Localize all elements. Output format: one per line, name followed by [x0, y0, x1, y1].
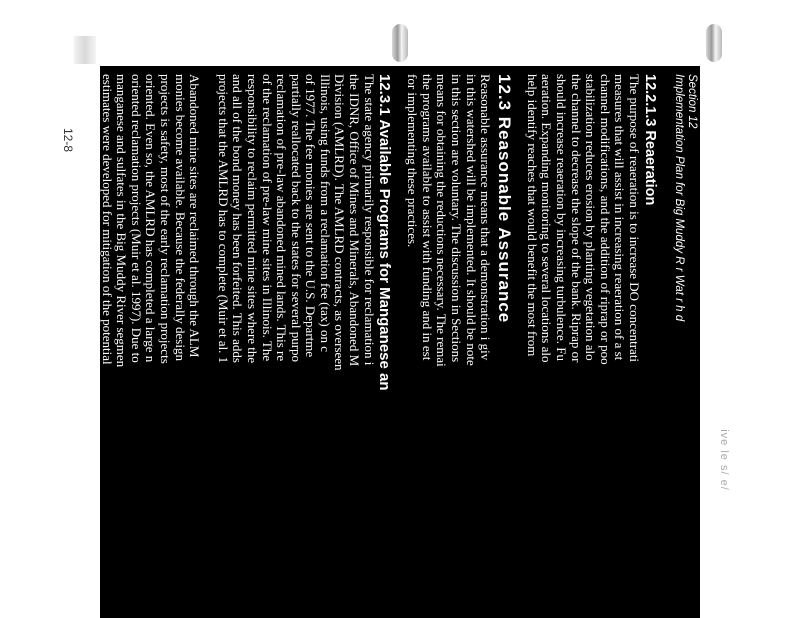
heading-reasonable-assurance: 12.3 Reasonable Assurance — [495, 74, 515, 324]
assurance-paragraph — [405, 74, 493, 618]
text-line: in this section are voluntary. The discussion in Sections — [449, 74, 465, 363]
text-line: The state agency primarily responsible for reclamation i — [361, 74, 377, 366]
text-line: responsibility to reclaim permitted mine sites where the — [244, 74, 260, 364]
heading-available-programs: 12.3.1 Available Programs for Manganese an — [375, 74, 393, 391]
binder-hole — [706, 24, 722, 62]
text-line: projects is safety, most of the early reclamation projects — [157, 74, 173, 364]
scan-mark — [74, 36, 96, 64]
text-line: oriented reclamation projects (Muir et al. 1997). Due to — [128, 74, 144, 363]
heading-reaeration: 12.2.1.3 Reaeration — [642, 74, 658, 206]
text-line: the channel to decrease the slope of the bank. Riprap or — [568, 74, 584, 363]
text-line: The purpose of reaeration is to increase DO concentrati — [627, 74, 642, 363]
text-line: Reasonable assurance means that a demonstration i giv — [478, 74, 494, 361]
text-line: the IDNR, Office of Mines and Minerals, Abandoned M — [347, 74, 363, 367]
text-line: of the reclamation of pre-law mine sites in Illinois. The — [259, 74, 275, 362]
text-line: for implementing these practices. — [405, 74, 421, 248]
rotated-text-block — [100, 66, 700, 618]
text-line: manganese and sulfates in the Big Muddy River segmen — [114, 74, 130, 368]
programs-paragraph — [215, 74, 376, 618]
text-line: Abandoned mine sites are reclaimed through the ALM — [187, 74, 203, 358]
running-title: ive le s/ e/ — [718, 429, 730, 491]
text-line: in this watershed will be implemented. It should be note — [463, 74, 479, 366]
text-line: channel modifications, and the addition of riprap or poo — [597, 74, 613, 365]
text-line: should increase reaeration by increasing turbulence. Fu — [554, 74, 570, 361]
text-line: oriented. Even so, the AMLRD has completed a large n — [143, 74, 159, 363]
text-line: help identify reaches that would benefit the most from — [524, 74, 540, 357]
text-line: stabilization reduces erosion by planting vegetation alo — [583, 74, 599, 361]
text-line: means for obtaining the reductions necessary. The remai — [434, 74, 450, 367]
binder-hole — [392, 24, 408, 62]
text-line: partially reallocated back to the states for several purpo — [288, 74, 304, 363]
text-line: the programs available to assist with funding and in est — [419, 74, 435, 361]
text-line: and all of the bond money has been forfeited. This adds — [230, 74, 246, 363]
text-line: Division (AMLRD). The AMLRD contracts, as overseen — [332, 74, 348, 371]
text-line: Illinois, using funds from a reclamation fee (tax) on c — [317, 74, 333, 352]
text-line: of 1977. The fee monies are sent to the U.S. Departme — [303, 74, 319, 358]
page-number: 12-8 — [61, 127, 75, 153]
section-label: Section 12 — [686, 74, 698, 129]
text-line: monies become available. Because the federally design — [172, 74, 188, 361]
text-line: projects that the AMLRD has to complete (Muir et al. 1 — [215, 74, 231, 364]
document-subtitle: Implementation Plan for Big Muddy R r Wat r h d — [673, 74, 685, 322]
programs-paragraph-2 — [100, 74, 201, 618]
text-line: aeration. Expanding monitoring to several locations alo — [539, 74, 555, 363]
text-line: estimates were developed for mitigation of the potential — [100, 74, 115, 365]
text-line: measures that will assist in increasing reaeration of a st — [612, 74, 628, 361]
scanned-page-text — [100, 66, 700, 618]
text-line: reclamation of pre-law abandoned mined lands. This re — [274, 74, 290, 362]
reaeration-paragraph — [524, 74, 641, 618]
